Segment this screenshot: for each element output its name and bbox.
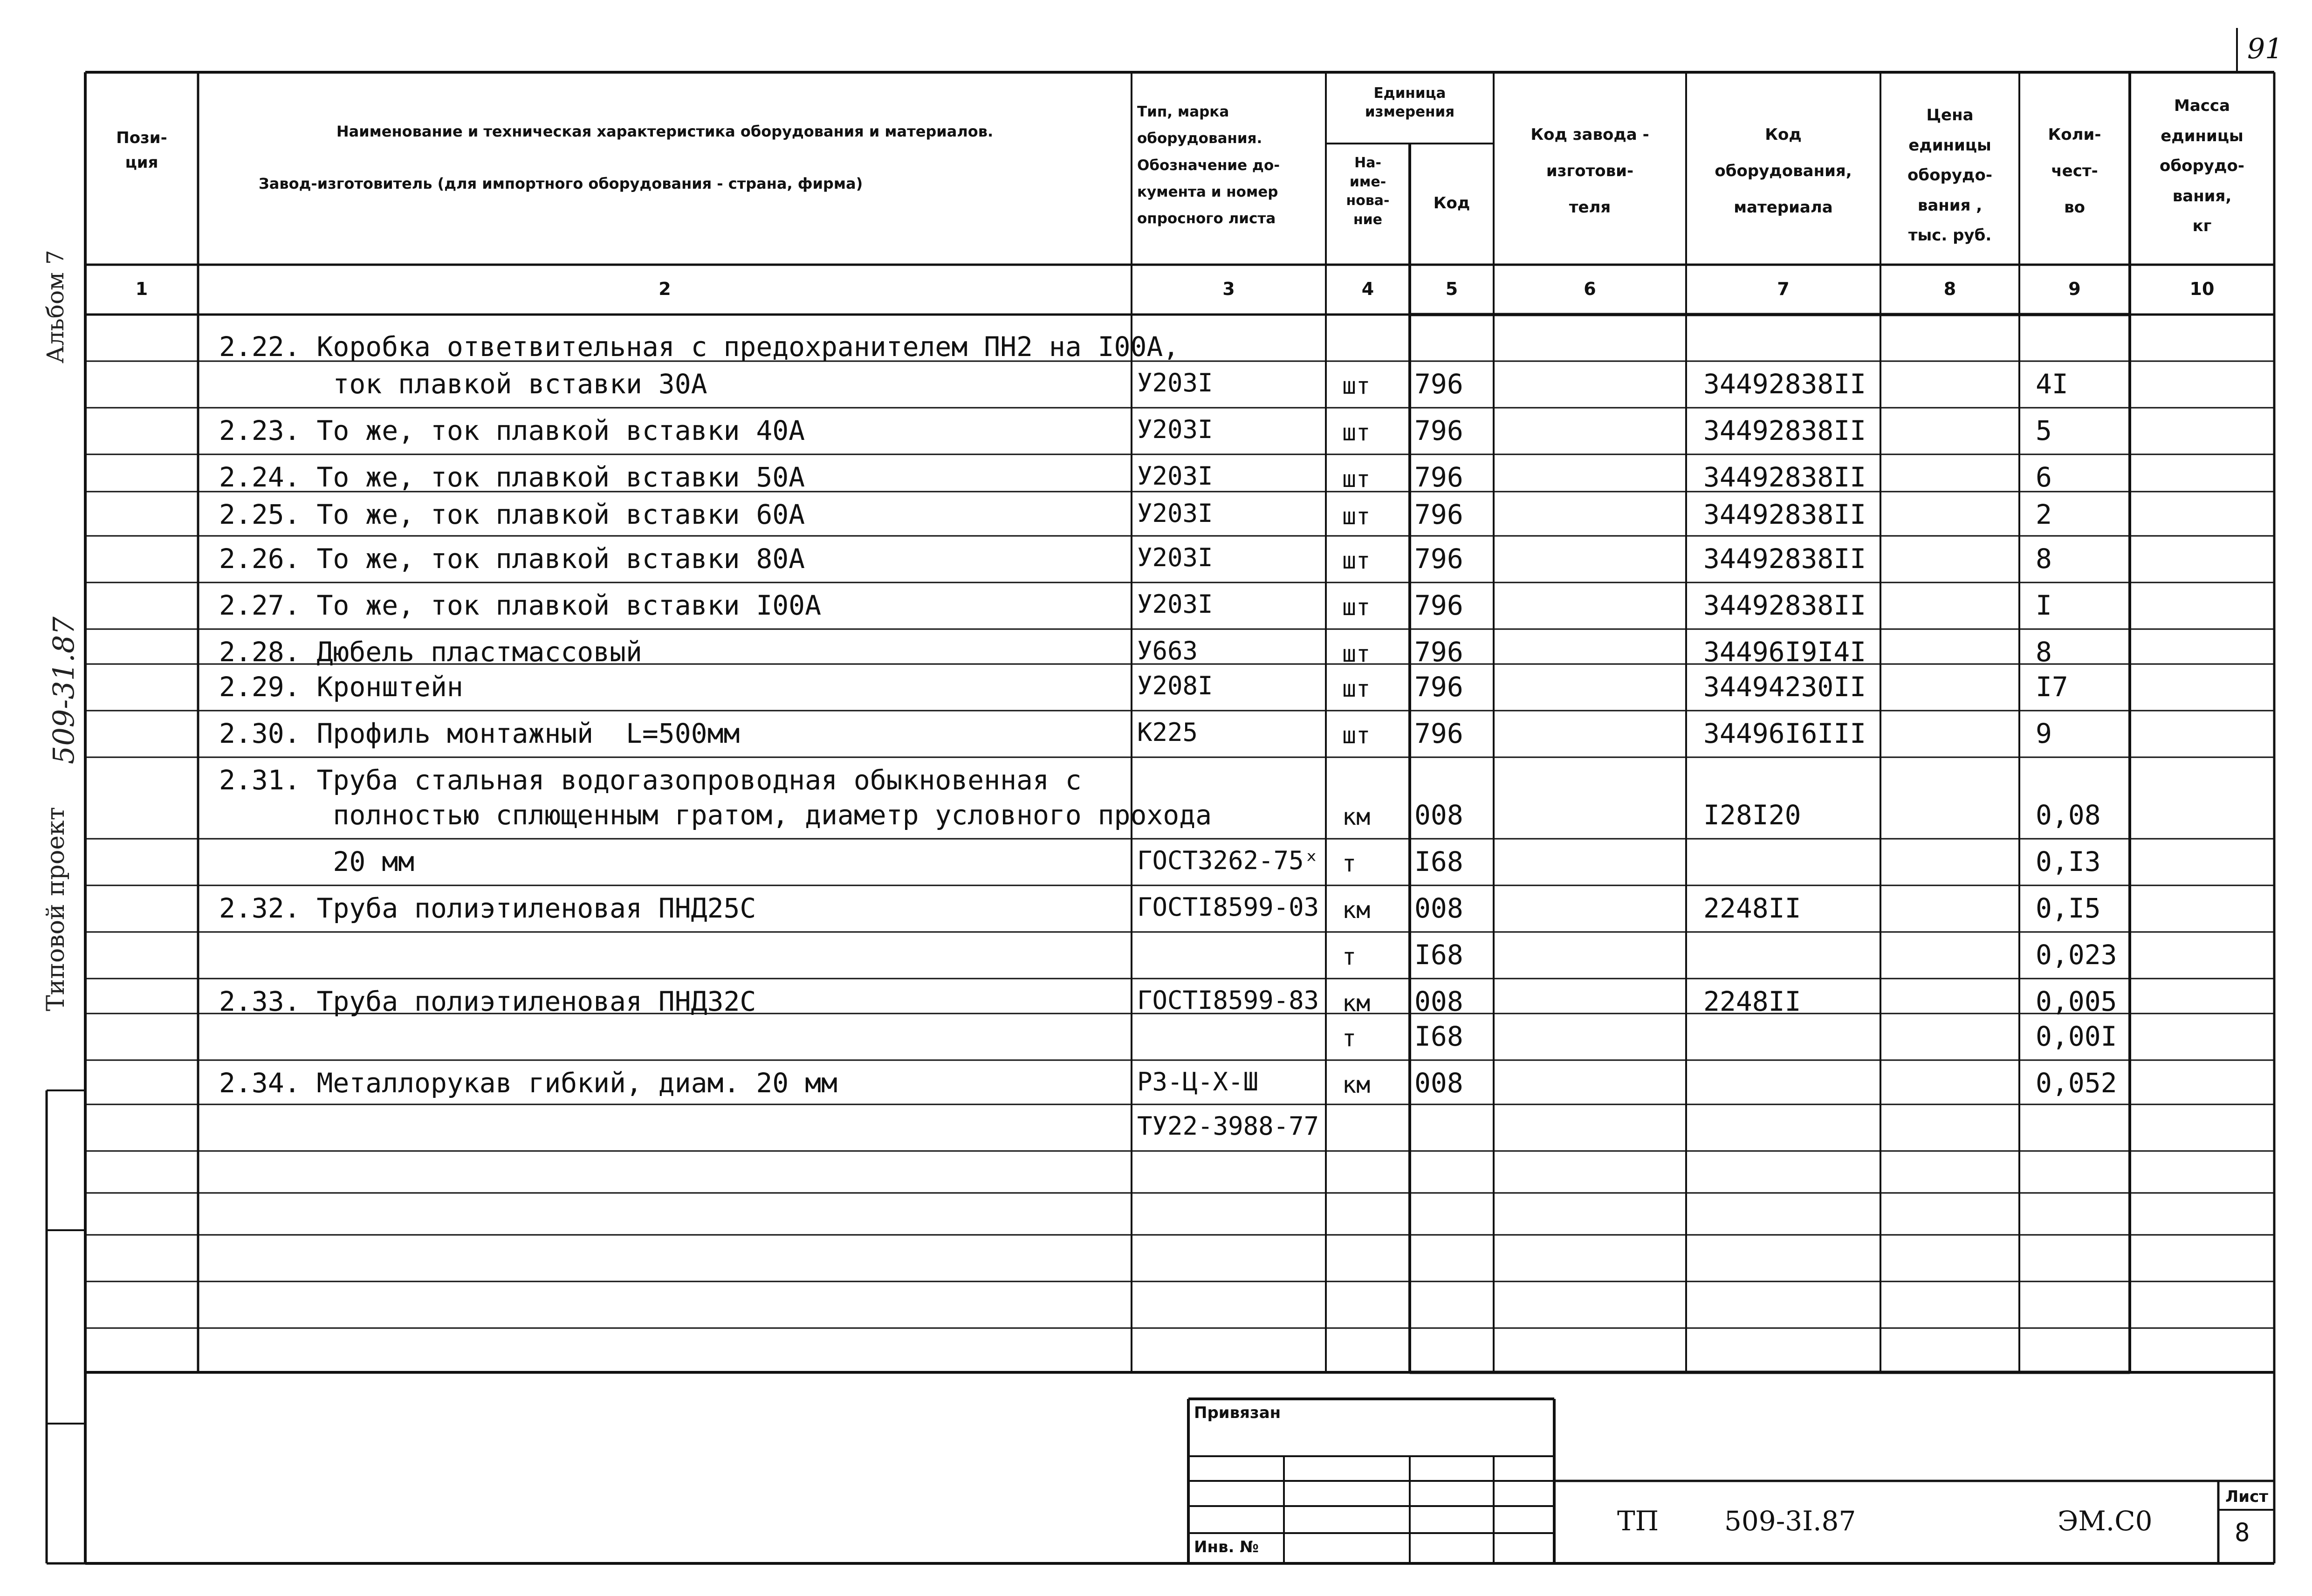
row-unit-name: шт	[1342, 594, 1371, 621]
row-equipment-code: 34494230II	[1703, 671, 1866, 703]
row-name: 2.31. Труба стальная водогазопроводная обыкновенная с	[219, 764, 1082, 796]
row-type: ГОСТI8599-83	[1137, 986, 1319, 1015]
row-equipment-code: I28I20	[1703, 799, 1801, 831]
page-mark: 91	[2247, 33, 2283, 65]
header-unit-group: Единица измерения	[1365, 85, 1455, 121]
row-equipment-code: 34496I6III	[1703, 718, 1866, 749]
row-type: Р3-Ц-Х-Ш	[1137, 1067, 1259, 1096]
row-type: У203I	[1137, 543, 1213, 572]
row-unit-name: шт	[1342, 547, 1371, 574]
row-unit-name: км	[1342, 1071, 1371, 1098]
row-name: 2.23. То же, ток плавкой вставки 40A	[219, 415, 805, 446]
row-name: 2.30. Профиль монтажный L=500мм	[219, 718, 740, 749]
row-name: 2.24. То же, ток плавкой вставки 50A	[219, 461, 805, 493]
row-name: 2.33. Труба полиэтиленовая ПНД32С	[219, 986, 756, 1017]
row-equipment-code: 34492838II	[1703, 415, 1866, 446]
row-type: У203I	[1137, 461, 1213, 491]
row-unit-name: т	[1342, 1025, 1357, 1052]
row-quantity: 6	[2036, 461, 2052, 493]
row-name: 2.26. То же, ток плавкой вставки 80A	[219, 543, 805, 575]
row-type: У208I	[1137, 671, 1213, 700]
row-quantity: 0,005	[2036, 986, 2117, 1017]
row-type: ГОСТ3262-75ˣ	[1137, 846, 1319, 875]
row-type: ТУ22-3988-77	[1137, 1111, 1319, 1141]
row-quantity: 0,052	[2036, 1067, 2117, 1099]
stamp-privyazan: Привязан	[1194, 1404, 1281, 1422]
album-label: Альбом 7	[42, 250, 69, 363]
header-price: Цена единицы оборудо- вания , тыс. руб.	[1907, 106, 1992, 245]
row-unit-name: км	[1342, 990, 1371, 1017]
row-unit-name: шт	[1342, 372, 1371, 399]
column-number: 5	[1445, 279, 1458, 299]
row-name: полностью сплющенным гратом, диаметр условного прохода	[219, 799, 1212, 831]
row-name: 20 мм	[219, 846, 415, 877]
row-quantity: 0,00I	[2036, 1021, 2117, 1052]
row-name: 2.22. Коробка ответвительная с предохранителем ПН2 на I00A,	[219, 331, 1180, 363]
row-quantity: I7	[2036, 671, 2068, 703]
row-quantity: 0,I3	[2036, 846, 2101, 877]
row-unit-name: шт	[1342, 503, 1371, 530]
row-equipment-code: 34492838II	[1703, 368, 1866, 400]
row-unit-code: I68	[1414, 1021, 1463, 1052]
row-unit-code: 796	[1414, 368, 1463, 400]
row-equipment-code: 34492838II	[1703, 461, 1866, 493]
row-type: У203I	[1137, 589, 1213, 619]
header-type: Тип, марка оборудования. Обозначение до- кумента и номер опросного листа	[1137, 103, 1280, 227]
header-unit-code: Код	[1433, 194, 1470, 212]
header-factory-code: Код завода - изготови- теля	[1530, 125, 1649, 217]
row-unit-name: шт	[1342, 675, 1371, 702]
header-name-line2: Завод-изготовитель (для импортного оборудования - страна, фирма)	[259, 175, 863, 192]
column-number: 9	[2068, 279, 2081, 299]
row-type: У203I	[1137, 368, 1213, 397]
row-equipment-code: 34492838II	[1703, 499, 1866, 530]
row-unit-code: 008	[1414, 892, 1463, 924]
row-unit-name: т	[1342, 850, 1357, 877]
row-unit-code: I68	[1414, 939, 1463, 971]
header-unit-name: На- име- нова- ние	[1346, 155, 1390, 228]
row-unit-name: км	[1342, 897, 1371, 924]
column-number: 1	[135, 279, 148, 299]
column-number: 8	[1943, 279, 1956, 299]
row-unit-code: 796	[1414, 589, 1463, 621]
row-unit-name: шт	[1342, 419, 1371, 446]
header-name-line1: Наименование и техническая характеристика оборудования и материалов.	[336, 123, 994, 140]
row-quantity: 4I	[2036, 368, 2068, 400]
header-position: Пози- ция	[116, 129, 167, 172]
row-type: У203I	[1137, 499, 1213, 528]
row-type: У663	[1137, 636, 1198, 665]
row-quantity: 2	[2036, 499, 2052, 530]
row-unit-code: I68	[1414, 846, 1463, 877]
row-equipment-code: 34492838II	[1703, 543, 1866, 575]
row-unit-code: 008	[1414, 799, 1463, 831]
project-number-label: 509-31.87	[47, 616, 81, 764]
row-quantity: 0,023	[2036, 939, 2117, 971]
row-unit-name: т	[1342, 943, 1357, 970]
stamp-tp: ТП	[1617, 1505, 1659, 1537]
row-unit-code: 796	[1414, 671, 1463, 703]
row-unit-code: 796	[1414, 636, 1463, 668]
row-unit-code: 796	[1414, 461, 1463, 493]
row-equipment-code: 2248II	[1703, 892, 1801, 924]
row-unit-name: шт	[1342, 466, 1371, 493]
row-name: 2.29. Кронштейн	[219, 671, 463, 703]
row-name: 2.32. Труба полиэтиленовая ПНД25С	[219, 892, 756, 924]
row-unit-code: 796	[1414, 415, 1463, 446]
row-name: 2.34. Металлорукав гибкий, диам. 20 мм	[219, 1067, 837, 1099]
row-unit-code: 796	[1414, 499, 1463, 530]
column-number: 7	[1777, 279, 1790, 299]
column-number: 3	[1222, 279, 1235, 299]
row-quantity: 8	[2036, 543, 2052, 575]
row-unit-code: 008	[1414, 1067, 1463, 1099]
row-unit-name: км	[1342, 803, 1371, 830]
row-equipment-code: 34496I9I4I	[1703, 636, 1866, 668]
row-name: ток плавкой вставки 30A	[219, 368, 707, 400]
row-equipment-code: 34492838II	[1703, 589, 1866, 621]
row-unit-code: 796	[1414, 543, 1463, 575]
row-unit-code: 796	[1414, 718, 1463, 749]
column-number: 10	[2189, 279, 2215, 299]
column-number: 2	[659, 279, 671, 299]
stamp-doc-number: 509-3I.87	[1724, 1505, 1856, 1537]
row-type: ГОСТI8599-03	[1137, 892, 1319, 922]
header-quantity: Коли- чест- во	[2048, 125, 2101, 217]
stamp-doc-code: ЭМ.С0	[2058, 1505, 2153, 1537]
row-unit-name: шт	[1342, 722, 1371, 749]
column-number: 4	[1361, 279, 1374, 299]
column-number: 6	[1584, 279, 1596, 299]
stamp-sheet-label: Лист	[2225, 1487, 2268, 1506]
row-quantity: 9	[2036, 718, 2052, 749]
project-type-label: Типовой проект	[42, 807, 70, 1011]
row-type: К225	[1137, 718, 1198, 747]
row-quantity: 0,08	[2036, 799, 2101, 831]
row-name: 2.27. То же, ток плавкой вставки I00A	[219, 589, 822, 621]
header-mass: Масса единицы оборудо- вания, кг	[2160, 96, 2244, 236]
row-quantity: I	[2036, 589, 2052, 621]
row-unit-code: 008	[1414, 986, 1463, 1017]
row-quantity: 8	[2036, 636, 2052, 668]
row-unit-name: шт	[1342, 640, 1371, 667]
header-equipment-code: Код оборудования, материала	[1715, 125, 1852, 217]
stamp-sheet-number: 8	[2235, 1518, 2250, 1547]
row-name: 2.25. То же, ток плавкой вставки 60A	[219, 499, 805, 530]
row-quantity: 0,I5	[2036, 892, 2101, 924]
row-name: 2.28. Дюбель пластмассовый	[219, 636, 642, 668]
stamp-inv: Инв. №	[1194, 1538, 1259, 1556]
row-type: У203I	[1137, 415, 1213, 444]
row-equipment-code: 2248II	[1703, 986, 1801, 1017]
row-quantity: 5	[2036, 415, 2052, 446]
